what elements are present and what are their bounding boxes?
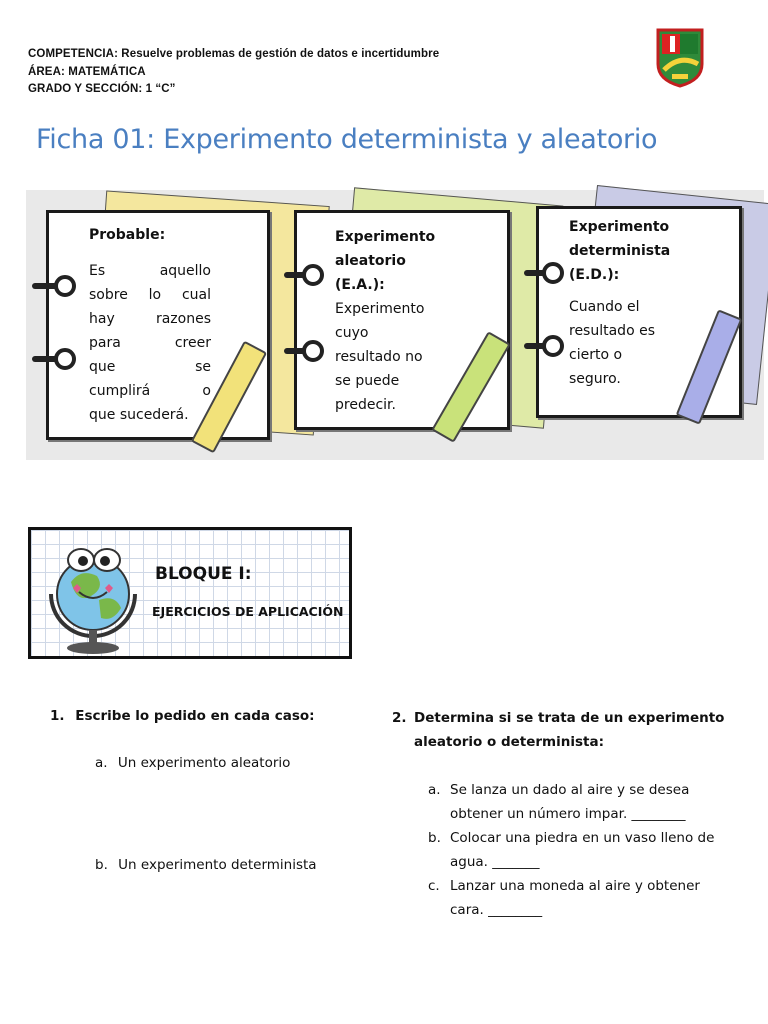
card-determinista-heading	[569, 215, 670, 287]
q1-item-a	[95, 751, 290, 775]
text-line: cumplirá o	[89, 383, 211, 399]
text-line: Experimento	[569, 219, 670, 235]
text-line: Experimento	[335, 229, 436, 245]
item-letter: b.	[428, 830, 441, 846]
text-line: resultado es	[569, 323, 655, 339]
text-line: Cuando el	[569, 299, 640, 315]
bloque-banner	[28, 527, 352, 659]
question-text: Escribe lo pedido en cada caso:	[75, 708, 315, 724]
card-aleatorio-heading	[335, 225, 435, 297]
question-number: 1.	[50, 708, 65, 724]
text-line: que sucederá.	[89, 407, 189, 423]
card-aleatorio-body	[335, 297, 424, 417]
text-line: Se lanza un dado al aire y se desea	[450, 782, 690, 798]
grado-line: GRADO Y SECCIÓN: 1 “C”	[28, 83, 176, 95]
item-text: Un experimento determinista	[118, 857, 317, 873]
text-line: se puede	[335, 373, 400, 389]
text-line: agua. _______	[450, 854, 540, 870]
card-determinista-body	[569, 295, 655, 391]
text-line: (E.A.):	[335, 277, 385, 293]
item-letter: c.	[428, 878, 440, 894]
card-probable-body	[89, 259, 211, 427]
text-line: aleatorio	[335, 253, 406, 269]
binder-ring-icon	[54, 348, 76, 370]
text-line: cara. ________	[450, 902, 543, 918]
text-line: obtener un número impar. ________	[450, 806, 686, 822]
bloque-subtitle: EJERCICIOS DE APLICACIÓN	[152, 604, 344, 619]
text-line: hay razones	[89, 311, 211, 327]
text-line: Determina si se trata de un experimento	[414, 710, 725, 726]
text-line: Colocar una piedra en un vaso lleno de	[450, 830, 715, 846]
text-line: aleatorio o determinista:	[414, 734, 604, 750]
text-line: Lanzar una moneda al aire y obtener	[450, 878, 700, 894]
page-title: Ficha 01: Experimento determinista y aleatorio	[36, 124, 658, 155]
binder-ring-icon	[302, 264, 324, 286]
school-crest-logo	[654, 24, 706, 88]
item-letter: b.	[95, 857, 108, 873]
text-line: que se	[89, 359, 211, 375]
concept-cards-area	[26, 190, 764, 460]
item-letter: a.	[428, 782, 441, 798]
text-line: determinista	[569, 243, 671, 259]
competencia-line: COMPETENCIA: Resuelve problemas de gestión de datos e incertidumbre	[28, 48, 440, 60]
globe-mascot-icon	[41, 538, 151, 656]
text-line: seguro.	[569, 371, 621, 387]
text-line: predecir.	[335, 397, 396, 413]
q2-item-a	[428, 778, 689, 826]
text-line: resultado no	[335, 349, 423, 365]
bloque-title: BLOQUE I:	[155, 564, 252, 584]
card-probable-heading: Probable:	[89, 227, 166, 243]
item-text: Un experimento aleatorio	[117, 755, 291, 771]
text-line: cuyo	[335, 325, 369, 341]
question-2	[392, 706, 724, 754]
binder-ring-icon	[542, 335, 564, 357]
text-line: Experimento	[335, 301, 425, 317]
question-1	[50, 704, 315, 728]
item-letter: a.	[95, 755, 108, 771]
text-line: Es aquello	[89, 263, 211, 279]
q2-item-c	[428, 874, 700, 922]
binder-ring-icon	[302, 340, 324, 362]
text-line: (E.D.):	[569, 267, 620, 283]
question-number: 2.	[392, 710, 407, 726]
text-line: cierto o	[569, 347, 623, 363]
text-line: para creer	[89, 335, 211, 351]
q2-item-b	[428, 826, 714, 874]
area-line: ÁREA: MATEMÁTICA	[28, 66, 146, 78]
q1-item-b	[95, 853, 317, 877]
binder-ring-icon	[542, 262, 564, 284]
binder-ring-icon	[54, 275, 76, 297]
text-line: sobre lo cual	[89, 287, 211, 303]
